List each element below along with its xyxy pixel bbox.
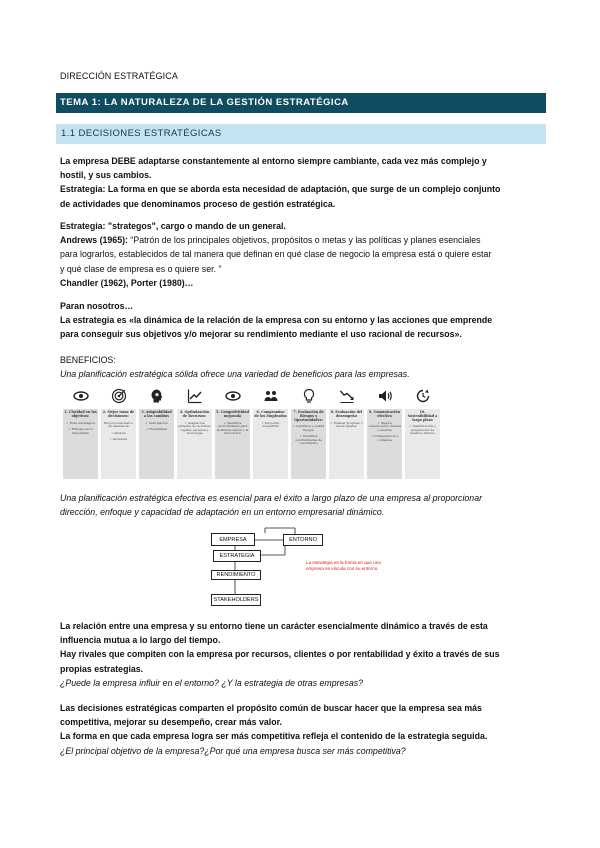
paragraph-adaptation	[60, 154, 540, 211]
benefit-card	[329, 409, 364, 479]
text-line: Estrategia: La forma en que se aborda esta necesidad de adaptación, que surge de un complejo conjunto	[60, 184, 501, 195]
benefit-title: 1. Claridad en los objetivos:	[64, 410, 97, 418]
benefit-point: ✓ Anticipación	[145, 420, 168, 425]
text-line	[60, 233, 540, 247]
paragraph-effective-planning	[60, 491, 540, 519]
text-line: La estrategia es «la dinámica de la relación de la empresa con su entorno y las acciones que emprende	[60, 315, 493, 326]
topic-title-bar: TEMA 1: LA NATURALEZA DE LA GESTIÓN ESTRATÉGICA	[56, 93, 546, 113]
benefit-point: ✓ Identifica y evalúa riesgos	[292, 424, 325, 432]
clock-refresh-icon	[405, 383, 440, 409]
benefit-point: ✓ Enfoque en lo importante	[68, 427, 93, 435]
benefit-point: ✓ Identifica oportunidades de crecimiento	[295, 434, 322, 446]
diagram-box-empresa: EMPRESA	[211, 533, 255, 546]
target-icon	[101, 383, 136, 409]
text-line: para lograrlos, establecidos de tal manera que definan en qué clase de negocio la empresa está o quiere estar	[60, 249, 492, 260]
benefit-title: 8. Evaluación del desempeño	[330, 410, 363, 418]
benefit-card	[177, 409, 212, 479]
text-line: ¿El principal objetivo de la empresa?¿Por qué una empresa busca ser más competitiva?	[60, 745, 406, 756]
diagram-box-rendimiento: RENDIMIENTO	[211, 570, 261, 580]
text-line: dirección, enfoque y capacidad de adaptación en un entorno empresarial dinámico.	[60, 507, 385, 518]
benefit-title: 7. Evaluación de Riesgos y Oportunidades:	[293, 410, 324, 422]
strategy-diagram	[205, 526, 405, 616]
text-line: La empresa DEBE adaptarse constantemente al entorno siempre cambiante, cada vez más complejo y	[60, 156, 487, 166]
benefit-point: ✓ Evaluar progreso y hacer ajustes	[330, 420, 363, 429]
benefit-point: ✓ Propósito compartido	[261, 420, 280, 429]
benefits-cards	[61, 409, 443, 479]
benefit-title: 9. Comunicación efectiva	[369, 410, 400, 418]
text-line: influencia mutua a lo largo del tiempo.	[60, 635, 221, 646]
text-line: para conseguir sus objetivos y/o mejorar su rendimiento mediante el uso racional de recursos».	[60, 329, 462, 340]
benefit-point: ✓ transparencia y confianza	[370, 434, 399, 442]
text-line: de actividades que denominamos proceso de gestión estratégica.	[60, 198, 336, 209]
benefit-title: 6. Compromiso de los Empleados	[254, 410, 287, 418]
benefit-point: ✓ Identificación y preparación de desafíos futuros	[409, 424, 436, 436]
text-line: Paran nosotros…	[60, 301, 134, 311]
diagram-box-stakeholders: STAKEHOLDERS	[211, 594, 261, 606]
paragraph-our-definition	[60, 299, 540, 342]
benefit-point: Proporciona marco de referencia	[103, 420, 134, 429]
text-line: competitiva, mejorar su desempeño, crear más valor.	[60, 717, 282, 728]
text-line: Chandler (1962), Porter (1980)…	[60, 277, 194, 288]
benefit-card	[215, 409, 250, 479]
paragraph-dynamic-relation	[60, 619, 540, 690]
benefit-title: 5. Competitividad mejorada	[216, 410, 249, 418]
diagram-box-entorno: ENTORNO	[283, 534, 323, 546]
text-line: propias estrategias.	[60, 663, 144, 674]
benefit-card	[63, 409, 98, 479]
benefit-title: 3. Adaptabilidad a los cambios	[141, 410, 172, 418]
paragraph-strategic-decisions	[60, 701, 540, 758]
benefit-title: 4. Optimización de Recursos:	[179, 410, 210, 418]
text-line: Las decisiones estratégicas comparten el propósito común de buscar hacer que la empresa sea más	[60, 703, 482, 713]
benefit-point: • eficacia	[111, 430, 126, 435]
section-subtitle-bar: 1.1 DECISIONES ESTRATÉGICAS	[56, 124, 546, 144]
benefit-point: • eficiencia	[109, 437, 128, 442]
benefits-heading-block	[60, 353, 540, 381]
eye-icon	[215, 383, 250, 409]
benefit-point: ✓ Mejora comunicación interna y externa	[368, 420, 401, 432]
benefit-point: ✓ Ruta estratégica	[66, 420, 95, 425]
benefits-icon-row	[61, 383, 443, 409]
text-line: Estrategia: "strategos", cargo o mando de un general.	[60, 221, 286, 231]
people-icon	[253, 383, 288, 409]
diagram-box-estrategia: ESTRATEGIA	[213, 550, 261, 562]
eye-icon	[63, 383, 98, 409]
andrews-quote: “Patrón de los principales objetivos, propósitos o metas y las políticas y planes esenciales	[127, 235, 481, 246]
benefit-title: 10. Sostenibilidad a largo plazo	[407, 410, 438, 422]
chart-down-icon	[329, 383, 364, 409]
benefit-point: ✓ Asignación eficiente de recursos: capital, personal y tecnología	[178, 420, 211, 436]
benefit-card	[101, 409, 136, 479]
text-line: La forma en que cada empresa logra ser más competitiva refleja el contenido de la estrategia seguida.	[60, 731, 488, 742]
benefit-point: ✓ Identifica oportunidades para la diferenciación y la innovación	[216, 420, 249, 436]
document-title: DIRECCIÓN ESTRATÉGICA	[60, 71, 178, 81]
benefit-card	[405, 409, 440, 479]
head-gear-icon	[139, 383, 174, 409]
benefit-title: 2. Mejor toma de decisiones:	[102, 410, 135, 418]
benefit-card	[253, 409, 288, 479]
growth-chart-icon	[177, 383, 212, 409]
benefit-card	[139, 409, 174, 479]
text-line: La relación entre una empresa y su entorno tiene un carácter esencialmente dinámico a través de esta	[60, 621, 488, 631]
benefits-heading: BENEFICIOS:	[60, 355, 116, 365]
diagram-note: La estrategia es la forma en que una empresa se vincula con su entorno.	[306, 560, 381, 571]
benefit-point: ✓ Flexibilidad	[145, 427, 168, 432]
benefits-intro: Una planificación estratégica sólida ofrece una variedad de beneficios para las empresas.	[60, 369, 410, 380]
benefit-card	[367, 409, 402, 479]
andrews-citation: Andrews (1965):	[60, 235, 128, 246]
text-line: ¿Puede la empresa influir en el entorno? ¿Y la estrategia de otras empresas?	[60, 677, 364, 688]
speaker-icon	[367, 383, 402, 409]
paragraph-definition	[60, 219, 540, 290]
text-line: hostil, y sus cambios.	[60, 170, 152, 181]
text-line: Hay rivales que compiten con la empresa por recursos, clientes o por rentabilidad y éxito a través de sus	[60, 649, 500, 660]
benefit-card	[291, 409, 326, 479]
text-line: Una planificación estratégica efectiva es esencial para el éxito a largo plazo de una empresa al proporcionar	[60, 493, 483, 503]
bulb-icon	[291, 383, 326, 409]
text-line: y qué clase de empresa es o quiere ser. ”	[60, 263, 222, 274]
